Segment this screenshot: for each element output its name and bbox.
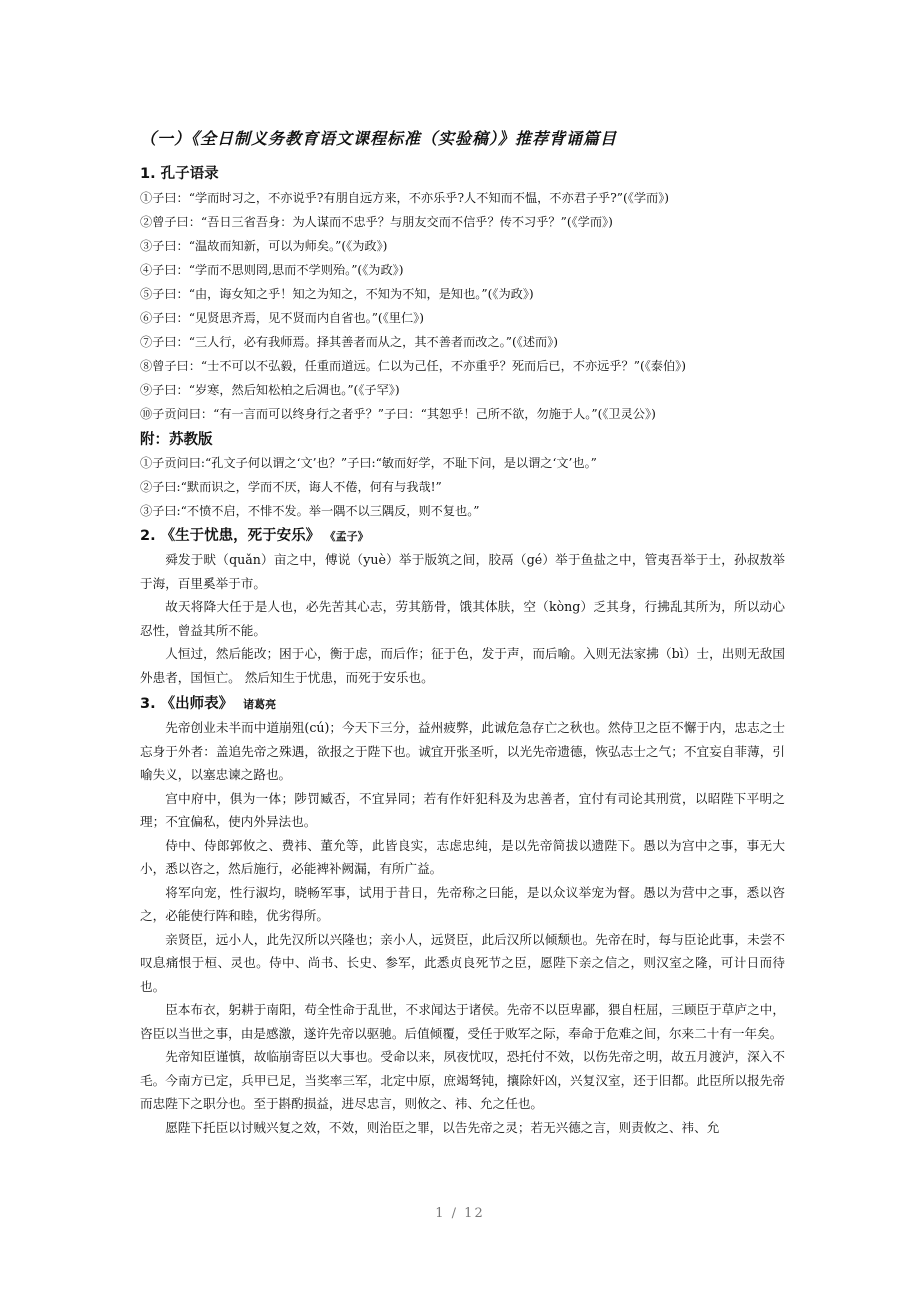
paragraph: 愿陛下托臣以讨贼兴复之效，不效，则治臣之罪，以告先帝之灵；若无兴德之言，则责攸之、祎、允 (165, 1119, 720, 1135)
appendix-list (140, 451, 785, 523)
quote-line: ⑩子贡问曰：“有一言而可以终身行之者乎？”子曰：“其恕乎！己所不欲，勿施于人。”(《卫灵公》) (140, 407, 656, 421)
paragraph: 亲贤臣，远小人，此先汉所以兴隆也；亲小人，远贤臣，此后汉所以倾颓也。先帝在时，每与臣论此事，未尝不叹息痛恨于桓、灵也。侍中、尚书、长史、参军，此悉贞良死节之臣，愿陛下亲之信之，则汉室之隆，可计日而待也。 (140, 931, 785, 994)
paragraph: 侍中、侍郎郭攸之、费祎、董允等，此皆良实，志虑忠纯，是以先帝简拔以遗陛下。愚以为宫中之事，事无大小，悉以咨之，然后施行，必能裨补阙漏，有所广益。 (140, 837, 785, 876)
paragraph: 将军向宠，性行淑均，晓畅军事，试用于昔日，先帝称之曰能，是以众议举宠为督。愚以为营中之事，悉以咨之，必能使行阵和睦，优劣得所。 (140, 884, 785, 923)
section-heading (140, 524, 785, 545)
section-chushibiao (140, 692, 785, 713)
paragraph: 先帝创业未半而中道崩殂(cú)；今天下三分，益州疲弊，此诚危急存亡之秋也。然侍卫之臣不懈于内，忠志之士忘身于外者：盖追先帝之殊遇，欲报之于陛下也。诚宜开张圣听，以光先帝遗德，恢弘志士之气；不宜妄自菲薄，引喻失义，以塞忠谏之路也。 (140, 720, 785, 782)
chushibiao-text (140, 716, 785, 1139)
appendix-heading: 附：苏教版 (140, 432, 213, 448)
section-mencius (140, 524, 785, 545)
appendix-line: ①子贡问曰:“孔文子何以谓之‘文’也？”子曰:“敏而好学，不耻下问，是以谓之‘文’也。” (140, 456, 597, 470)
section-source: 《孟子》 (330, 530, 369, 543)
appendix-section (140, 428, 785, 449)
quote-line: ⑦子曰：“三人行，必有我师焉。择其善者而从之，其不善者而改之。”(《述而》) (140, 335, 559, 349)
paragraph: 宫中府中，俱为一体；陟罚臧否，不宜异同；若有作奸犯科及为忠善者，宜付有司论其刑赏，以昭陛下平明之理；不宜偏私，使内外异法也。 (140, 790, 785, 829)
paragraph: 先帝知臣谨慎，故临崩寄臣以大事也。受命以来，夙夜忧叹，恐托付不效，以伤先帝之明，故五月渡泸，深入不毛。今南方已定，兵甲已足，当奖率三军，北定中原，庶竭驽钝，攘除奸凶，兴复汉室，还于旧都。此臣所以报先帝而忠陛下之职分也。至于斟酌损益，进尽忠言，则攸之、祎、允之任也。 (140, 1049, 785, 1111)
section-heading (140, 692, 785, 713)
quote-line: ⑨子曰：“岁寒，然后知松柏之后凋也。”(《子罕》) (140, 383, 400, 397)
document-title: （一）《全日制义务教育语文课程标准（实验稿）》推荐背诵篇目 (140, 129, 618, 148)
paragraph: 故天将降大任于是人也，必先苦其心志，劳其筋骨，饿其体肤，空（kòng）乏其身，行拂乱其所为，所以动心忍性，曾益其所不能。 (140, 599, 785, 638)
section-source: 诸葛亮 (243, 698, 277, 711)
quote-line: ②曾子曰：“吾日三省吾身：为人谋而不忠乎？与朋友交而不信乎？传不习乎？”(《学而》) (140, 215, 613, 229)
appendix-line: ③子曰:“不愤不启，不悱不发。举一隅不以三隅反，则不复也。” (140, 504, 480, 518)
paragraph: 人恒过，然后能改；困于心，衡于虑，而后作；征于色，发于声，而后喻。入则无法家拂（bì）士，出则无敌国外患者，国恒亡。 然后知生于忧患，而死于安乐也。 (140, 646, 785, 685)
quote-line: ①子曰：“学而时习之，不亦说乎?有朋自远方来，不亦乐乎?人不知而不愠，不亦君子乎?”(《学而》) (140, 191, 670, 205)
section-heading: 1. 孔子语录 (140, 166, 219, 182)
quote-line: ③子曰：“温故而知新，可以为师矣。”(《为政》) (140, 239, 388, 253)
quote-line: ⑥子曰：“见贤思齐焉，见不贤而内自省也。”(《里仁》) (140, 311, 424, 325)
section-title: 2. 《生于忧患，死于安乐》 (140, 528, 321, 544)
paragraph: 臣本布衣，躬耕于南阳，苟全性命于乱世，不求闻达于诸侯。先帝不以臣卑鄙，猥自枉屈，三顾臣于草庐之中，咨臣以当世之事，由是感激，遂许先帝以驱驰。后值倾覆，受任于败军之际，奉命于危难之间，尔来二十有一年矣。 (140, 1002, 785, 1041)
mencius-text (140, 548, 785, 689)
section-title: 3. 《出师表》 (140, 696, 234, 712)
quote-line: ⑤子曰：“由，诲女知之乎！知之为知之，不知为不知，是知也。”(《为政》) (140, 287, 534, 301)
quote-line: ⑧曾子曰：“士不可以不弘毅，任重而道远。仁以为己任，不亦重乎？死而后已，不亦远乎？”(《泰伯》) (140, 359, 687, 373)
appendix-line: ②子曰:“默而识之，学而不厌，诲人不倦，何有与我哉!” (140, 480, 442, 494)
quote-line: ④子曰：“学而不思则罔,思而不学则殆。”(《为政》) (140, 263, 404, 277)
page-indicator: 1 / 12 (435, 1206, 485, 1221)
section-confucius (140, 162, 785, 183)
confucius-quotes-list (140, 186, 785, 426)
paragraph: 舜发于畎（quǎn）亩之中，傅说（yuè）举于版筑之间，胶鬲（gé）举于鱼盐之中，管夷吾举于士，孙叔敖举于海，百里奚举于市。 (140, 552, 785, 591)
